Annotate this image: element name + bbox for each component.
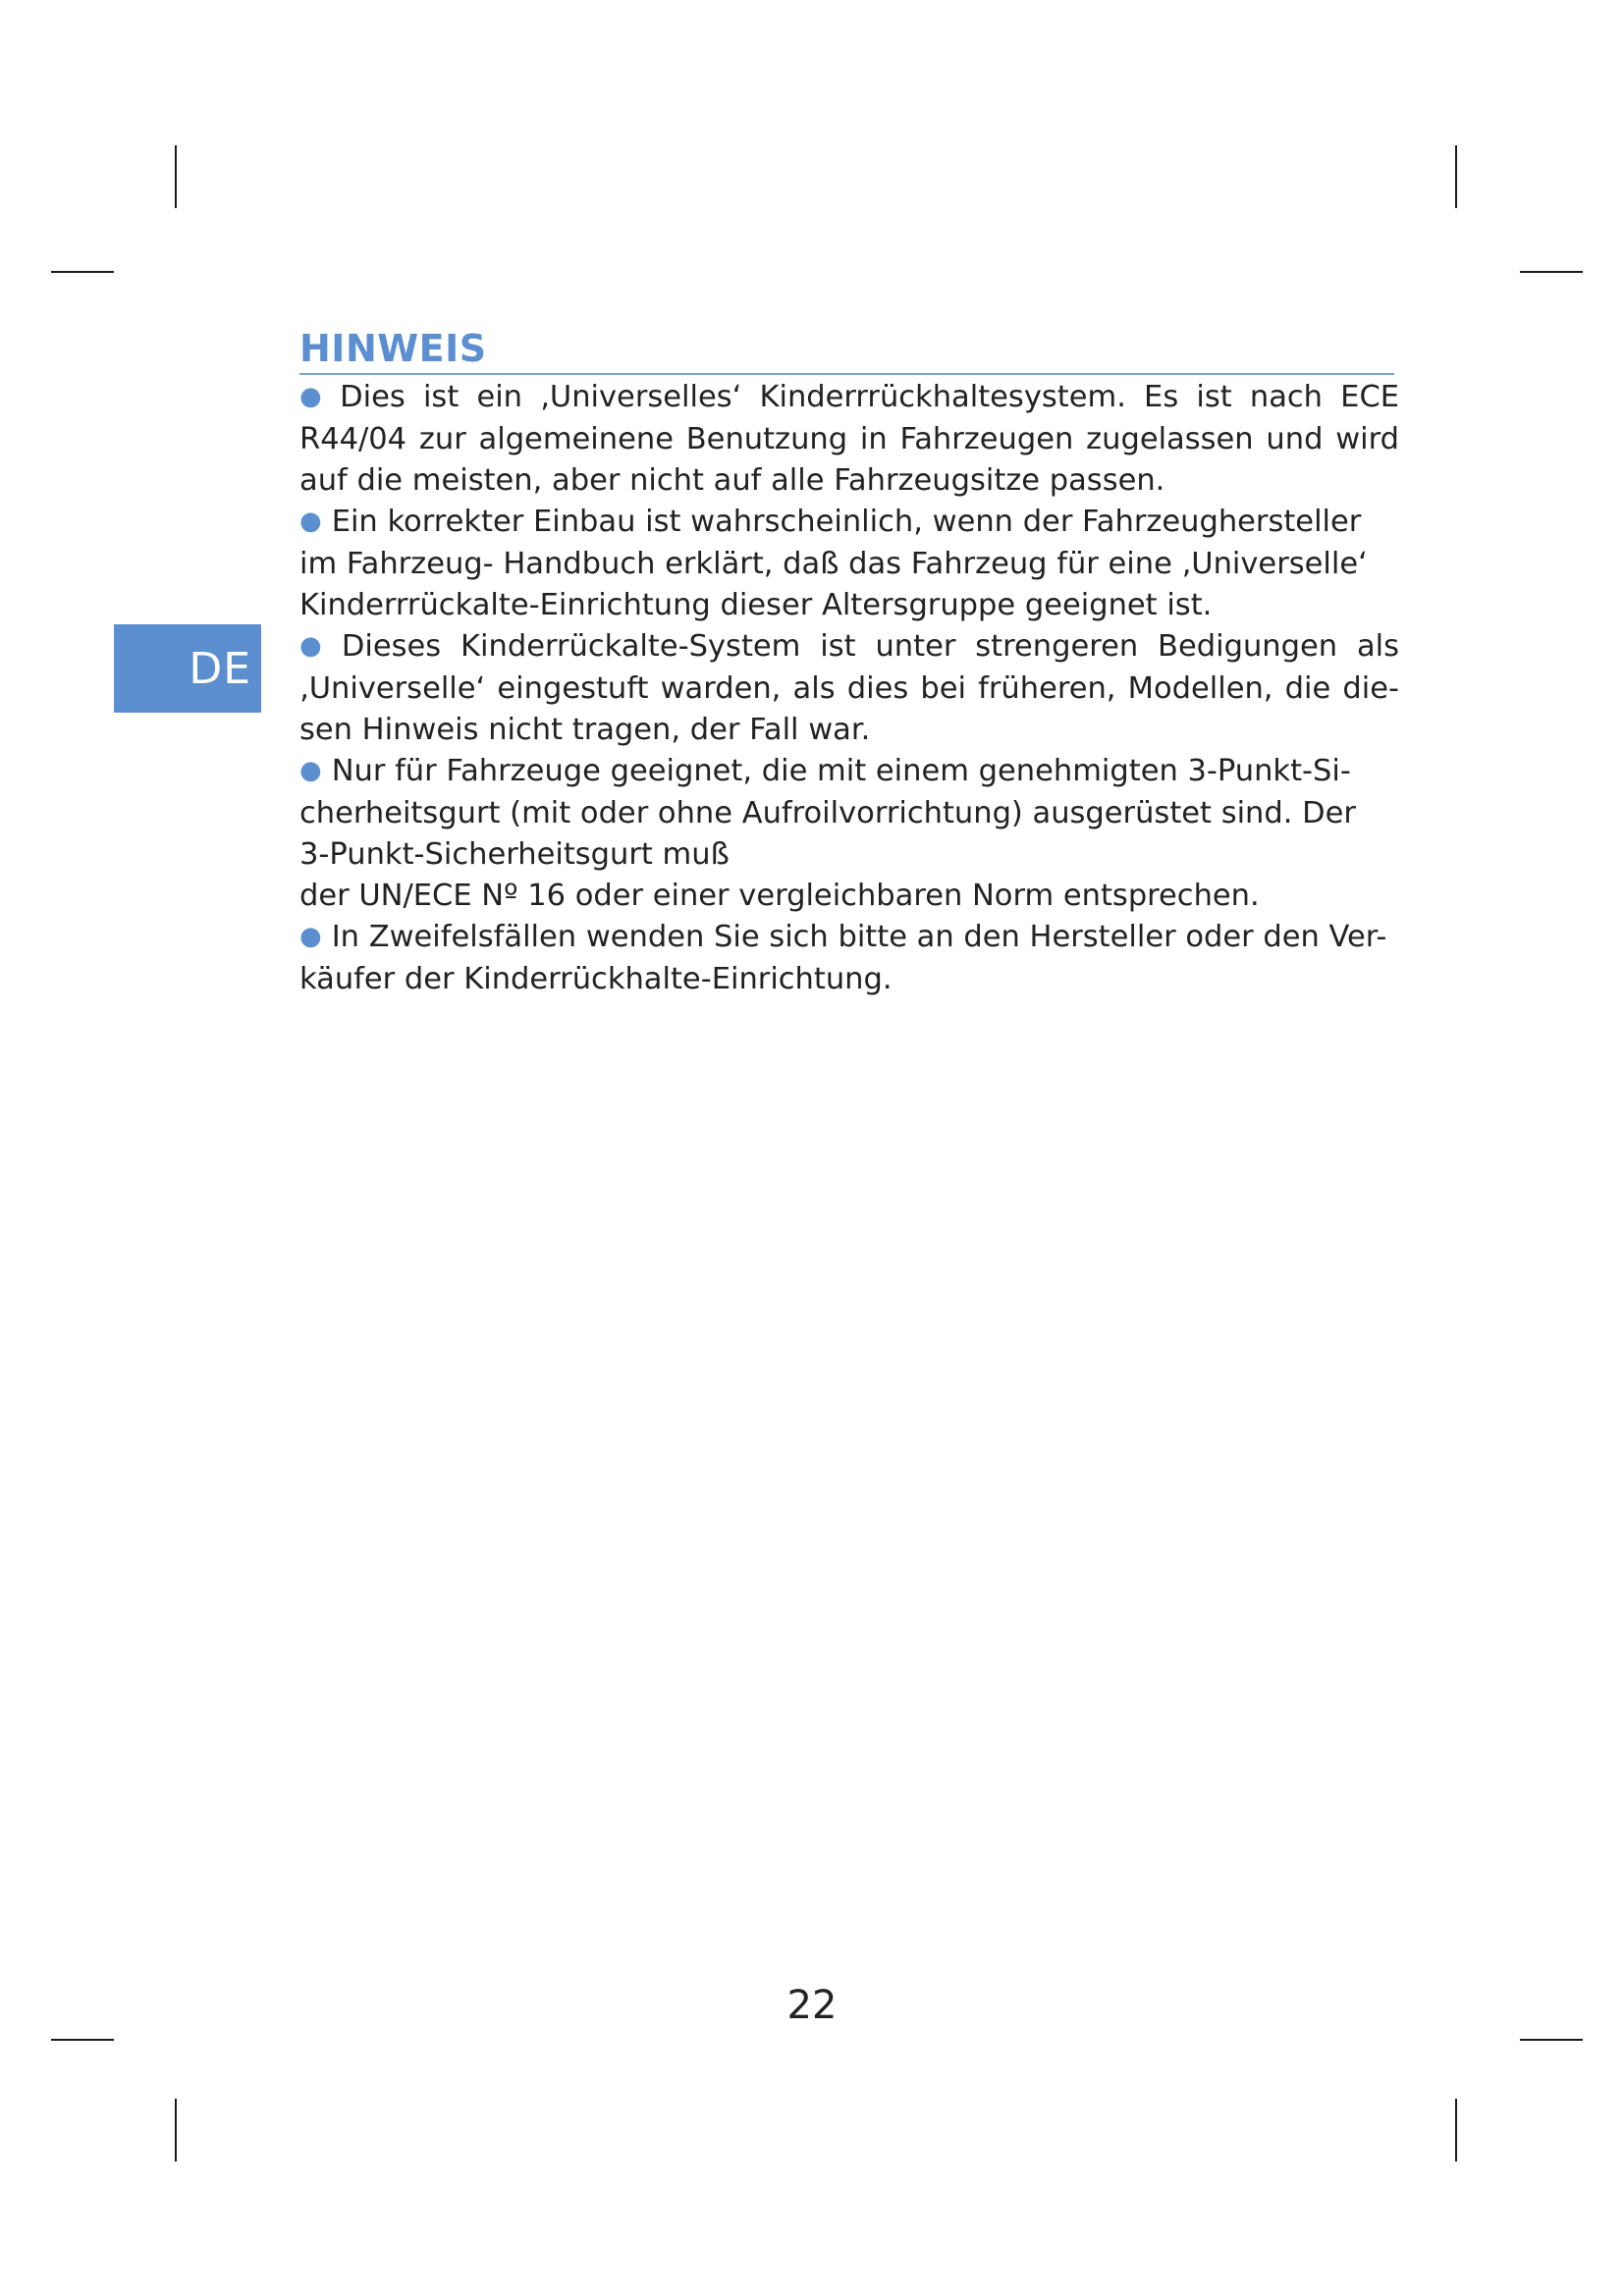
bullet-text: Ein korrekter Einbau ist wahrscheinlich, wenn der Fahrzeughersteller — [331, 505, 1362, 539]
notice-body — [299, 377, 1399, 1000]
bullet-text: Dies ist ein ‚Universelles‘ Kinderrrückhaltesystem. Es ist nach ECE — [340, 380, 1400, 414]
bullet-line: cherheitsgurt (mit oder ohne Aufroilvorrichtung) ausgerüstet sind. Der — [299, 796, 1356, 830]
bullet-text: Dieses Kinderrückalte-System ist unter strengeren Bedigungen als — [341, 629, 1400, 664]
bullet-line: sen Hinweis nicht tragen, der Fall war. — [299, 713, 871, 747]
notice-bullet-1 — [299, 377, 1399, 502]
bullet-line — [299, 626, 1399, 668]
crop-mark-top-right-vertical — [1455, 145, 1457, 208]
bullet-line: auf die meisten, aber nicht auf alle Fahrzeugsitze passen. — [299, 463, 1165, 498]
bullet-line: im Fahrzeug- Handbuch erklärt, daß das Fahrzeug für eine ‚Universelle‘ — [299, 547, 1368, 581]
bullet-dot-icon: ● — [299, 631, 332, 661]
bullet-line — [299, 751, 1399, 793]
notice-bullet-5 — [299, 917, 1399, 1000]
notice-bullet-4 — [299, 751, 1399, 917]
bullet-dot-icon: ● — [299, 507, 322, 536]
crop-mark-top-left-horizontal — [51, 271, 114, 273]
notice-title: HINWEIS — [299, 327, 487, 370]
bullet-line — [299, 502, 1399, 544]
bullet-dot-icon: ● — [299, 382, 331, 411]
crop-mark-bottom-right-vertical — [1455, 2099, 1457, 2162]
bullet-line: der UN/ECE Nº 16 oder einer vergleichbaren Norm entsprechen. — [299, 879, 1260, 913]
bullet-line: käufer der Kinderrückhalte-Einrichtung. — [299, 962, 893, 996]
crop-mark-top-left-vertical — [175, 145, 177, 208]
bullet-dot-icon: ● — [299, 756, 322, 785]
bullet-line — [299, 377, 1399, 419]
bullet-line: ‚Universelle‘ eingestuft warden, als dies bei früheren, Modellen, die die- — [299, 671, 1399, 706]
crop-mark-bottom-left-horizontal — [51, 2039, 114, 2041]
bullet-line: Kinderrrückalte-Einrichtung dieser Altersgruppe geeignet ist. — [299, 588, 1213, 622]
notice-section — [299, 324, 1399, 1000]
notice-title-rule — [299, 373, 1394, 375]
language-tab-label: DE — [189, 643, 251, 694]
bullet-line — [299, 917, 1399, 959]
bullet-dot-icon: ● — [299, 922, 322, 951]
crop-mark-bottom-right-horizontal — [1520, 2039, 1583, 2041]
notice-bullet-2 — [299, 502, 1399, 626]
bullet-text: Nur für Fahrzeuge geeignet, die mit einem genehmigten 3-Punkt-Si- — [331, 754, 1351, 788]
page-number: 22 — [786, 1983, 838, 2028]
bullet-line: 3-Punkt-Sicherheitsgurt muß — [299, 837, 730, 872]
language-tab — [114, 624, 261, 713]
bullet-text: In Zweifelsfällen wenden Sie sich bitte an den Hersteller oder den Ver- — [331, 920, 1387, 954]
notice-bullet-3 — [299, 626, 1399, 751]
crop-mark-bottom-left-vertical — [175, 2099, 177, 2162]
bullet-line: R44/04 zur algemeinene Benutzung in Fahrzeugen zugelassen und wird — [299, 422, 1399, 456]
crop-mark-top-right-horizontal — [1520, 271, 1583, 273]
